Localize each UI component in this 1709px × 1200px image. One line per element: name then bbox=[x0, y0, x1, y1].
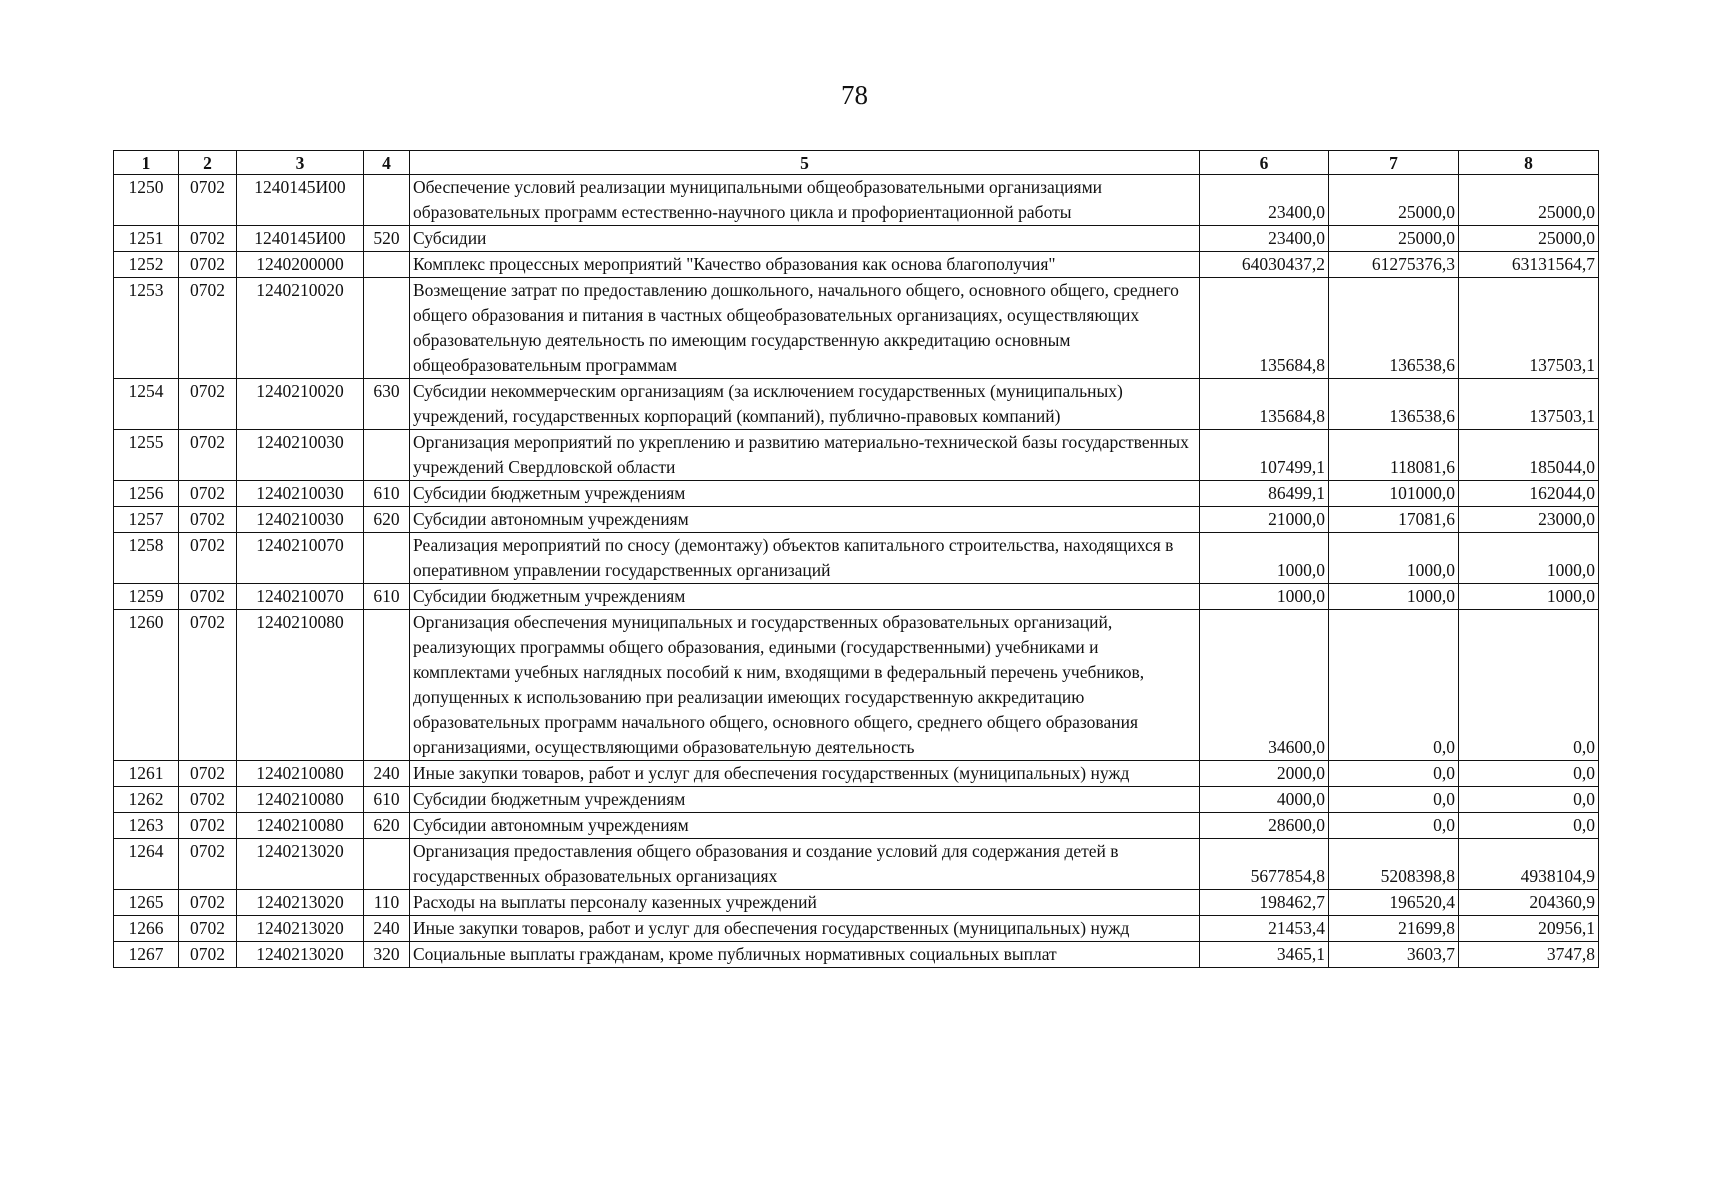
table-row bbox=[114, 761, 1599, 787]
amount-col-6: 21453,4 bbox=[1200, 916, 1329, 942]
row-number: 1264 bbox=[114, 839, 179, 890]
section-code: 0702 bbox=[179, 379, 237, 430]
amount-col-6: 1000,0 bbox=[1200, 533, 1329, 584]
amount-col-8: 23000,0 bbox=[1459, 507, 1599, 533]
amount-col-8: 0,0 bbox=[1459, 813, 1599, 839]
expense-type-code: 610 bbox=[364, 584, 410, 610]
amount-col-7: 17081,6 bbox=[1329, 507, 1459, 533]
amount-col-6: 135684,8 bbox=[1200, 379, 1329, 430]
target-item-code: 1240210080 bbox=[237, 813, 364, 839]
column-header: 5 bbox=[410, 151, 1200, 175]
expense-type-code bbox=[364, 252, 410, 278]
amount-col-7: 0,0 bbox=[1329, 787, 1459, 813]
section-code: 0702 bbox=[179, 787, 237, 813]
expense-type-code: 620 bbox=[364, 507, 410, 533]
page-number: 78 bbox=[841, 80, 868, 110]
amount-col-6: 135684,8 bbox=[1200, 278, 1329, 379]
amount-col-6: 107499,1 bbox=[1200, 430, 1329, 481]
section-code: 0702 bbox=[179, 916, 237, 942]
amount-col-6: 4000,0 bbox=[1200, 787, 1329, 813]
section-code: 0702 bbox=[179, 175, 237, 226]
section-code: 0702 bbox=[179, 584, 237, 610]
amount-col-8: 137503,1 bbox=[1459, 278, 1599, 379]
row-number: 1252 bbox=[114, 252, 179, 278]
table-row bbox=[114, 813, 1599, 839]
row-number: 1266 bbox=[114, 916, 179, 942]
expense-type-code bbox=[364, 533, 410, 584]
section-code: 0702 bbox=[179, 226, 237, 252]
target-item-code: 1240210080 bbox=[237, 761, 364, 787]
item-name: Иные закупки товаров, работ и услуг для обеспечения государственных (муниципальных) нужд bbox=[410, 916, 1200, 942]
table-row bbox=[114, 379, 1599, 430]
column-header: 3 bbox=[237, 151, 364, 175]
row-number: 1253 bbox=[114, 278, 179, 379]
amount-col-7: 0,0 bbox=[1329, 813, 1459, 839]
table-row bbox=[114, 890, 1599, 916]
section-code: 0702 bbox=[179, 890, 237, 916]
section-code: 0702 bbox=[179, 839, 237, 890]
table-row bbox=[114, 278, 1599, 379]
row-number: 1251 bbox=[114, 226, 179, 252]
target-item-code: 1240200000 bbox=[237, 252, 364, 278]
table-row bbox=[114, 533, 1599, 584]
target-item-code: 1240145И00 bbox=[237, 175, 364, 226]
expense-type-code: 620 bbox=[364, 813, 410, 839]
amount-col-7: 101000,0 bbox=[1329, 481, 1459, 507]
target-item-code: 1240210020 bbox=[237, 278, 364, 379]
column-header: 2 bbox=[179, 151, 237, 175]
target-item-code: 1240210030 bbox=[237, 507, 364, 533]
amount-col-7: 0,0 bbox=[1329, 610, 1459, 761]
amount-col-8: 204360,9 bbox=[1459, 890, 1599, 916]
amount-col-6: 86499,1 bbox=[1200, 481, 1329, 507]
section-code: 0702 bbox=[179, 481, 237, 507]
expense-type-code: 610 bbox=[364, 787, 410, 813]
table-row bbox=[114, 916, 1599, 942]
item-name: Расходы на выплаты персоналу казенных учреждений bbox=[410, 890, 1200, 916]
amount-col-6: 23400,0 bbox=[1200, 226, 1329, 252]
row-number: 1262 bbox=[114, 787, 179, 813]
row-number: 1261 bbox=[114, 761, 179, 787]
row-number: 1267 bbox=[114, 942, 179, 968]
item-name: Субсидии бюджетным учреждениям bbox=[410, 584, 1200, 610]
target-item-code: 1240210070 bbox=[237, 533, 364, 584]
row-number: 1250 bbox=[114, 175, 179, 226]
amount-col-7: 25000,0 bbox=[1329, 226, 1459, 252]
column-header: 8 bbox=[1459, 151, 1599, 175]
column-header: 6 bbox=[1200, 151, 1329, 175]
expense-type-code: 240 bbox=[364, 761, 410, 787]
table-header-row bbox=[114, 151, 1599, 175]
row-number: 1257 bbox=[114, 507, 179, 533]
table-row bbox=[114, 507, 1599, 533]
target-item-code: 1240210030 bbox=[237, 481, 364, 507]
section-code: 0702 bbox=[179, 278, 237, 379]
target-item-code: 1240213020 bbox=[237, 942, 364, 968]
amount-col-6: 3465,1 bbox=[1200, 942, 1329, 968]
amount-col-6: 2000,0 bbox=[1200, 761, 1329, 787]
amount-col-8: 1000,0 bbox=[1459, 584, 1599, 610]
table-row bbox=[114, 481, 1599, 507]
amount-col-8: 1000,0 bbox=[1459, 533, 1599, 584]
item-name: Реализация мероприятий по сносу (демонтажу) объектов капитального строительства, находящихся в оперативном управлении государственных организаций bbox=[410, 533, 1200, 584]
column-header: 1 bbox=[114, 151, 179, 175]
amount-col-8: 4938104,9 bbox=[1459, 839, 1599, 890]
table-row bbox=[114, 942, 1599, 968]
expense-type-code bbox=[364, 839, 410, 890]
row-number: 1254 bbox=[114, 379, 179, 430]
amount-col-7: 21699,8 bbox=[1329, 916, 1459, 942]
table-row bbox=[114, 787, 1599, 813]
item-name: Субсидии бюджетным учреждениям bbox=[410, 481, 1200, 507]
amount-col-6: 28600,0 bbox=[1200, 813, 1329, 839]
section-code: 0702 bbox=[179, 430, 237, 481]
amount-col-6: 34600,0 bbox=[1200, 610, 1329, 761]
expense-type-code bbox=[364, 175, 410, 226]
target-item-code: 1240213020 bbox=[237, 890, 364, 916]
target-item-code: 1240213020 bbox=[237, 839, 364, 890]
item-name: Возмещение затрат по предоставлению дошкольного, начального общего, основного общего, среднего общего образования и питания в частных общеобразовательных организациях, осуществляющих образовательную деятельность по имеющим государственную аккредитацию основным общеобразовательным программам bbox=[410, 278, 1200, 379]
row-number: 1259 bbox=[114, 584, 179, 610]
expense-type-code: 630 bbox=[364, 379, 410, 430]
amount-col-6: 1000,0 bbox=[1200, 584, 1329, 610]
amount-col-7: 61275376,3 bbox=[1329, 252, 1459, 278]
amount-col-8: 137503,1 bbox=[1459, 379, 1599, 430]
amount-col-7: 196520,4 bbox=[1329, 890, 1459, 916]
amount-col-7: 0,0 bbox=[1329, 761, 1459, 787]
column-header: 4 bbox=[364, 151, 410, 175]
item-name: Организация мероприятий по укреплению и развитию материально-технической базы государственных учреждений Свердловской области bbox=[410, 430, 1200, 481]
amount-col-6: 21000,0 bbox=[1200, 507, 1329, 533]
amount-col-8: 25000,0 bbox=[1459, 175, 1599, 226]
expense-type-code: 240 bbox=[364, 916, 410, 942]
item-name: Субсидии bbox=[410, 226, 1200, 252]
amount-col-7: 136538,6 bbox=[1329, 278, 1459, 379]
item-name: Субсидии некоммерческим организациям (за исключением государственных (муниципальных) учреждений, государственных корпораций (компаний), публично-правовых компаний) bbox=[410, 379, 1200, 430]
section-code: 0702 bbox=[179, 942, 237, 968]
item-name: Организация обеспечения муниципальных и государственных образовательных организаций, реализующих программы общего образования, едиными (государственными) учебниками и комплектами учебных наглядных пособий к ним, входящими в федеральный перечень учебников, допущенных к использованию при реализации имеющих государственную аккредитацию образовательных программ начального общего, основного общего, среднего общего образования организациями, осуществляющими образовательную деятельность bbox=[410, 610, 1200, 761]
table-row bbox=[114, 839, 1599, 890]
section-code: 0702 bbox=[179, 252, 237, 278]
item-name: Субсидии автономным учреждениям bbox=[410, 507, 1200, 533]
section-code: 0702 bbox=[179, 533, 237, 584]
amount-col-6: 5677854,8 bbox=[1200, 839, 1329, 890]
row-number: 1256 bbox=[114, 481, 179, 507]
target-item-code: 1240213020 bbox=[237, 916, 364, 942]
amount-col-7: 25000,0 bbox=[1329, 175, 1459, 226]
amount-col-7: 3603,7 bbox=[1329, 942, 1459, 968]
amount-col-6: 23400,0 bbox=[1200, 175, 1329, 226]
item-name: Организация предоставления общего образования и создание условий для содержания детей в государственных образовательных организациях bbox=[410, 839, 1200, 890]
expense-type-code: 610 bbox=[364, 481, 410, 507]
expense-type-code: 320 bbox=[364, 942, 410, 968]
table-row bbox=[114, 584, 1599, 610]
item-name: Субсидии бюджетным учреждениям bbox=[410, 787, 1200, 813]
expense-type-code bbox=[364, 278, 410, 379]
row-number: 1255 bbox=[114, 430, 179, 481]
item-name: Субсидии автономным учреждениям bbox=[410, 813, 1200, 839]
item-name: Социальные выплаты гражданам, кроме публичных нормативных социальных выплат bbox=[410, 942, 1200, 968]
expense-type-code bbox=[364, 610, 410, 761]
table-row bbox=[114, 252, 1599, 278]
amount-col-7: 118081,6 bbox=[1329, 430, 1459, 481]
table-row bbox=[114, 226, 1599, 252]
amount-col-8: 20956,1 bbox=[1459, 916, 1599, 942]
target-item-code: 1240210020 bbox=[237, 379, 364, 430]
row-number: 1260 bbox=[114, 610, 179, 761]
table-row bbox=[114, 430, 1599, 481]
item-name: Иные закупки товаров, работ и услуг для обеспечения государственных (муниципальных) нужд bbox=[410, 761, 1200, 787]
table-row bbox=[114, 175, 1599, 226]
row-number: 1258 bbox=[114, 533, 179, 584]
target-item-code: 1240210070 bbox=[237, 584, 364, 610]
budget-table bbox=[113, 150, 1599, 968]
column-header: 7 bbox=[1329, 151, 1459, 175]
amount-col-8: 0,0 bbox=[1459, 761, 1599, 787]
amount-col-7: 1000,0 bbox=[1329, 584, 1459, 610]
amount-col-6: 198462,7 bbox=[1200, 890, 1329, 916]
expense-type-code: 520 bbox=[364, 226, 410, 252]
row-number: 1263 bbox=[114, 813, 179, 839]
table-row bbox=[114, 610, 1599, 761]
amount-col-6: 64030437,2 bbox=[1200, 252, 1329, 278]
expense-type-code bbox=[364, 430, 410, 481]
amount-col-8: 0,0 bbox=[1459, 610, 1599, 761]
amount-col-7: 5208398,8 bbox=[1329, 839, 1459, 890]
amount-col-8: 162044,0 bbox=[1459, 481, 1599, 507]
target-item-code: 1240145И00 bbox=[237, 226, 364, 252]
section-code: 0702 bbox=[179, 813, 237, 839]
amount-col-8: 3747,8 bbox=[1459, 942, 1599, 968]
target-item-code: 1240210080 bbox=[237, 610, 364, 761]
item-name: Комплекс процессных мероприятий "Качество образования как основа благополучия" bbox=[410, 252, 1200, 278]
amount-col-8: 25000,0 bbox=[1459, 226, 1599, 252]
expense-type-code: 110 bbox=[364, 890, 410, 916]
amount-col-8: 185044,0 bbox=[1459, 430, 1599, 481]
row-number: 1265 bbox=[114, 890, 179, 916]
target-item-code: 1240210030 bbox=[237, 430, 364, 481]
section-code: 0702 bbox=[179, 610, 237, 761]
section-code: 0702 bbox=[179, 761, 237, 787]
amount-col-8: 0,0 bbox=[1459, 787, 1599, 813]
amount-col-7: 136538,6 bbox=[1329, 379, 1459, 430]
target-item-code: 1240210080 bbox=[237, 787, 364, 813]
item-name: Обеспечение условий реализации муниципальными общеобразовательными организациями образовательных программ естественно-научного цикла и профориентационной работы bbox=[410, 175, 1200, 226]
amount-col-7: 1000,0 bbox=[1329, 533, 1459, 584]
amount-col-8: 63131564,7 bbox=[1459, 252, 1599, 278]
section-code: 0702 bbox=[179, 507, 237, 533]
